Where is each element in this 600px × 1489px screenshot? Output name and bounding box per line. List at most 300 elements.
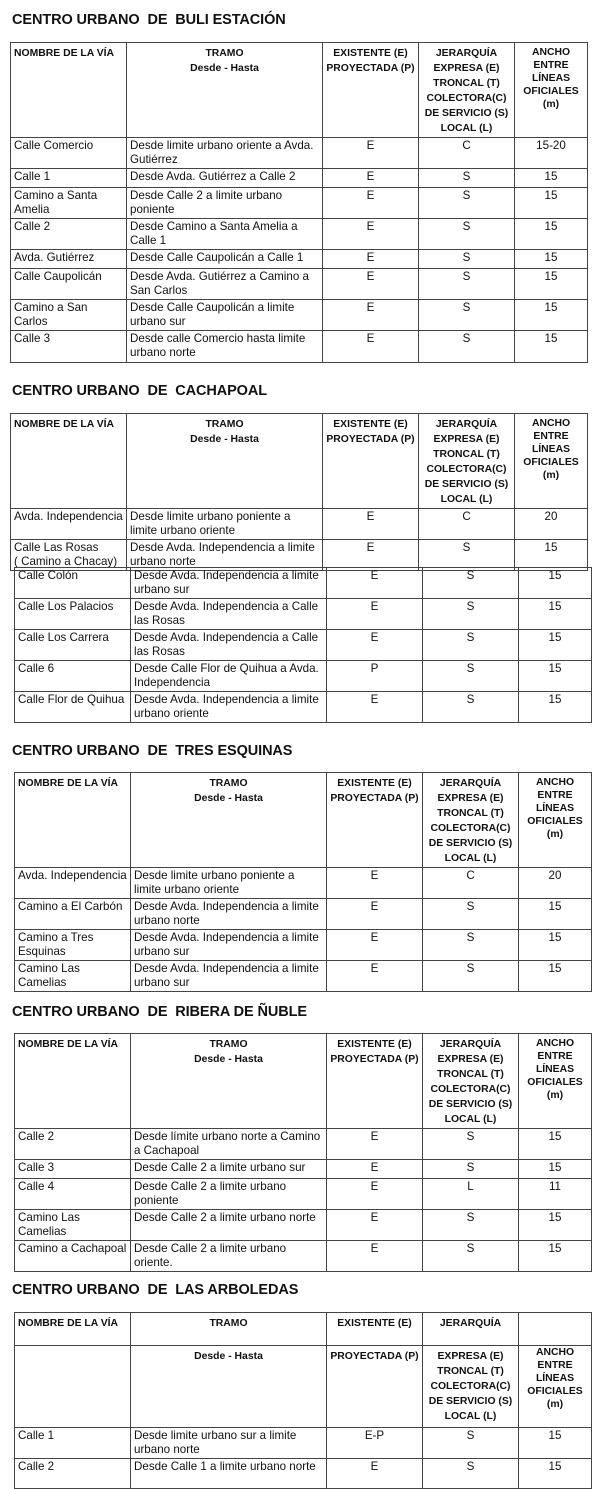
via-name-cell bbox=[11, 250, 127, 269]
table-row bbox=[15, 868, 592, 899]
jerarquia-cell bbox=[419, 269, 515, 300]
via-name-text: Camino a El Carbón bbox=[18, 900, 123, 913]
existente-proyectada-text: E bbox=[370, 1180, 379, 1193]
jerarquia-cell bbox=[423, 868, 519, 899]
existente-proyectada-cell bbox=[327, 899, 423, 930]
via-name-text: Calle Flor de Quihua bbox=[18, 693, 125, 706]
tramo-text: Desde Avda. Independencia a Calle las Rosas bbox=[134, 631, 319, 658]
ancho-cell bbox=[515, 331, 588, 363]
tramo-text: Desde Avda. Independencia a limite urbano sur bbox=[134, 931, 319, 958]
tramo-cell bbox=[127, 509, 323, 540]
tramo-cell bbox=[127, 331, 323, 363]
header-tramo-text: TRAMO bbox=[209, 778, 248, 789]
jerarquia-text: S bbox=[462, 251, 471, 264]
existente-proyectada-cell bbox=[327, 1129, 423, 1160]
via-name-cell bbox=[11, 269, 127, 300]
jerarquia-text: S bbox=[462, 270, 471, 283]
header-tramo bbox=[127, 414, 323, 509]
via-name-text: Camino a Tres Esquinas bbox=[18, 931, 94, 958]
ancho-cell bbox=[515, 219, 588, 250]
tramo-text: Desde Calle 2 a limite urbano oriente. bbox=[134, 1242, 287, 1269]
ancho-cell bbox=[515, 169, 588, 188]
tramo-text: Desde limite urbano oriente a Avda. Gutiérrez bbox=[130, 139, 314, 166]
header-ancho bbox=[519, 773, 592, 868]
jerarquia-cell bbox=[423, 630, 519, 661]
ancho-cell bbox=[515, 138, 588, 169]
existente-proyectada-cell bbox=[323, 169, 419, 188]
header-row bbox=[11, 43, 588, 138]
existente-proyectada-text: E bbox=[370, 1130, 379, 1143]
header-tramo-text: Desde - Hasta bbox=[194, 1054, 263, 1065]
via-name-cell bbox=[15, 1160, 131, 1179]
jerarquia-text: S bbox=[462, 301, 471, 314]
tramo-text: Desde Avda. Independencia a Calle las Rosas bbox=[134, 600, 319, 627]
via-name-cell bbox=[15, 1179, 131, 1210]
existente-proyectada-text: E bbox=[370, 1161, 379, 1174]
existente-proyectada-cell bbox=[323, 219, 419, 250]
via-name-text: Camino a Santa Amelia bbox=[14, 189, 98, 216]
table-row bbox=[15, 1129, 592, 1160]
jerarquia-text: S bbox=[462, 541, 471, 554]
via-name-text: Calle 6 bbox=[18, 662, 55, 675]
ancho-text: 15 bbox=[548, 1460, 562, 1473]
tramo-text: Desde Avda. Independencia a limite urbano norte bbox=[134, 900, 319, 927]
existente-proyectada-text: E bbox=[370, 600, 379, 613]
header-tramo-text: Desde - Hasta bbox=[190, 63, 259, 74]
via-name-text: Calle 3 bbox=[18, 1161, 55, 1174]
jerarquia-text: S bbox=[466, 693, 475, 706]
ancho-cell bbox=[515, 250, 588, 269]
via-name-text: Camino a Cachapoal bbox=[18, 1242, 127, 1255]
existente-proyectada-cell bbox=[327, 568, 423, 599]
header-tramo bbox=[131, 1313, 327, 1346]
tramo-cell bbox=[131, 692, 327, 723]
existente-proyectada-text: P bbox=[370, 662, 379, 675]
via-name-cell bbox=[15, 1129, 131, 1160]
existente-proyectada-cell bbox=[327, 1241, 423, 1272]
via-name-text: Calle 2 bbox=[14, 220, 51, 233]
ancho-text: 15 bbox=[548, 1130, 562, 1143]
header-jerarquia-text: JERARQUÍA bbox=[439, 1318, 502, 1329]
header-jerarquia-text: EXPRESA (E) TRONCAL (T) COLECTORA(C) DE SERVICIO (S) LOCAL (L) bbox=[428, 1054, 513, 1125]
via-name-cell bbox=[15, 1459, 131, 1489]
via-name-text: Calle 2 bbox=[18, 1130, 55, 1143]
header-jerarquia bbox=[423, 1034, 519, 1129]
existente-proyectada-cell bbox=[327, 599, 423, 630]
header-nombre-text: NOMBRE DE LA VÍA bbox=[18, 1039, 119, 1050]
header-ancho-text: ANCHO ENTRE LÍNEAS OFICIALES bbox=[523, 47, 579, 97]
header-ancho-text: ANCHO ENTRE LÍNEAS OFICIALES bbox=[523, 418, 579, 468]
ancho-cell bbox=[515, 509, 588, 540]
header-existente-text: EXISTENTE (E) bbox=[337, 1318, 412, 1329]
header-ancho-text: (m) bbox=[546, 1090, 564, 1101]
via-name-text: Camino a San Carlos bbox=[14, 301, 88, 328]
existente-proyectada-cell bbox=[327, 1179, 423, 1210]
existente-proyectada-text: E bbox=[370, 962, 379, 975]
tramo-text: Desde limite urbano poniente a limite urbano oriente bbox=[130, 510, 291, 537]
existente-proyectada-cell bbox=[327, 1210, 423, 1241]
existente-proyectada-cell bbox=[327, 1160, 423, 1179]
via-name-text: Calle Los Carrera bbox=[18, 631, 109, 644]
header-existente-text: EXISTENTE (E) bbox=[333, 419, 408, 430]
table-row bbox=[11, 540, 588, 571]
jerarquia-cell bbox=[423, 1179, 519, 1210]
jerarquia-cell bbox=[423, 1459, 519, 1489]
tramo-text: Desde Calle 2 a limite urbano norte bbox=[134, 1211, 316, 1224]
existente-proyectada-text: E-P bbox=[364, 1429, 385, 1442]
tramo-text: Desde Avda. Gutiérrez a Camino a San Carlos bbox=[130, 270, 309, 297]
jerarquia-text: C bbox=[462, 510, 471, 523]
via-name-text: Calle 2 bbox=[18, 1460, 55, 1473]
existente-proyectada-text: E bbox=[370, 1242, 379, 1255]
header-jerarquia bbox=[419, 414, 515, 509]
header-ancho bbox=[519, 1034, 592, 1129]
ancho-cell bbox=[519, 568, 592, 599]
existente-proyectada-text: E bbox=[370, 1211, 379, 1224]
via-name-text: Calle 1 bbox=[18, 1429, 55, 1442]
existente-proyectada-cell bbox=[323, 250, 419, 269]
header-ancho bbox=[515, 414, 588, 509]
header-existente-text: PROYECTADA (P) bbox=[330, 793, 419, 804]
tramo-text: Desde Calle 1 a limite urbano norte bbox=[134, 1460, 316, 1473]
jerarquia-text: S bbox=[462, 332, 471, 345]
via-name-cell bbox=[15, 692, 131, 723]
existente-proyectada-cell bbox=[323, 509, 419, 540]
via-name-cell bbox=[15, 661, 131, 692]
via-name-text: Camino Las Camelias bbox=[18, 962, 80, 989]
tramo-cell bbox=[127, 300, 323, 331]
tramo-cell bbox=[131, 630, 327, 661]
via-name-cell bbox=[15, 1428, 131, 1459]
tramo-text: Desde Avda. Independencia a limite urbano sur bbox=[134, 569, 319, 596]
roads-table bbox=[14, 772, 592, 992]
section-title: CENTRO URBANO DE CACHAPOAL bbox=[12, 383, 267, 399]
header-jerarquia bbox=[423, 1313, 519, 1346]
jerarquia-text: S bbox=[462, 170, 471, 183]
existente-proyectada-cell bbox=[323, 300, 419, 331]
header-ancho-sub-text: (m) bbox=[546, 1399, 564, 1410]
header-ancho bbox=[515, 43, 588, 138]
tramo-cell bbox=[131, 568, 327, 599]
header-ancho-text: (m) bbox=[542, 99, 560, 110]
jerarquia-text: S bbox=[466, 1460, 475, 1473]
jerarquia-cell bbox=[423, 1241, 519, 1272]
tramo-text: Desde Calle Caupolicán a limite urbano sur bbox=[130, 301, 295, 328]
ancho-text: 15 bbox=[544, 270, 558, 283]
header-row bbox=[15, 1034, 592, 1129]
tramo-cell bbox=[131, 1210, 327, 1241]
jerarquia-cell bbox=[419, 331, 515, 363]
via-name-cell bbox=[15, 599, 131, 630]
via-name-cell bbox=[15, 1241, 131, 1272]
header-jerarquia bbox=[419, 43, 515, 138]
jerarquia-text: S bbox=[466, 1211, 475, 1224]
via-name-cell bbox=[11, 188, 127, 219]
existente-proyectada-text: E bbox=[370, 869, 379, 882]
header-jerarquia-text: JERARQUÍA bbox=[435, 48, 498, 59]
ancho-text: 15 bbox=[548, 1242, 562, 1255]
ancho-cell bbox=[519, 930, 592, 961]
tramo-text: Desde calle Comercio hasta limite urbano norte bbox=[130, 332, 306, 359]
header-jerarquia-text: JERARQUÍA bbox=[439, 1039, 502, 1050]
ancho-text: 15 bbox=[548, 1211, 562, 1224]
table-row bbox=[15, 1428, 592, 1459]
tramo-cell bbox=[127, 250, 323, 269]
ancho-text: 15 bbox=[548, 600, 562, 613]
ancho-text: 15 bbox=[548, 1429, 562, 1442]
existente-proyectada-text: E bbox=[370, 631, 379, 644]
ancho-cell bbox=[515, 188, 588, 219]
header-existente-text: PROYECTADA (P) bbox=[326, 434, 415, 445]
tramo-text: Desde Calle 2 a limite urbano sur bbox=[134, 1161, 306, 1174]
via-name-text: Avda. Independencia bbox=[14, 510, 123, 523]
tramo-cell bbox=[131, 961, 327, 992]
header-nombre-text: NOMBRE DE LA VÍA bbox=[14, 48, 115, 59]
jerarquia-text: S bbox=[466, 1242, 475, 1255]
jerarquia-cell bbox=[419, 138, 515, 169]
tramo-text: Desde Calle Flor de Quihua a Avda. Independencia bbox=[134, 662, 319, 689]
ancho-cell bbox=[519, 1210, 592, 1241]
via-name-cell bbox=[11, 509, 127, 540]
header-tramo-sub-text: Desde - Hasta bbox=[194, 1351, 263, 1362]
roads-table-continued bbox=[14, 567, 592, 723]
ancho-text: 15 bbox=[548, 962, 562, 975]
existente-proyectada-cell bbox=[327, 1459, 423, 1489]
via-name-text: Calle Caupolicán bbox=[14, 270, 102, 283]
ancho-cell bbox=[519, 599, 592, 630]
existente-proyectada-text: E bbox=[370, 693, 379, 706]
existente-proyectada-cell bbox=[323, 138, 419, 169]
existente-proyectada-cell bbox=[323, 331, 419, 363]
jerarquia-cell bbox=[423, 692, 519, 723]
table-row bbox=[11, 331, 588, 363]
existente-proyectada-text: E bbox=[366, 270, 375, 283]
header-existente bbox=[327, 1034, 423, 1129]
header-existente-text: EXISTENTE (E) bbox=[337, 1039, 412, 1050]
header-row bbox=[11, 414, 588, 509]
via-name-cell bbox=[15, 1210, 131, 1241]
via-name-cell bbox=[15, 899, 131, 930]
ancho-cell bbox=[519, 661, 592, 692]
jerarquia-text: S bbox=[466, 900, 475, 913]
section-title: CENTRO URBANO DE RIBERA DE ÑUBLE bbox=[12, 1004, 307, 1020]
header-ancho bbox=[519, 1313, 592, 1346]
jerarquia-text: C bbox=[466, 869, 475, 882]
ancho-cell bbox=[519, 1241, 592, 1272]
jerarquia-cell bbox=[419, 509, 515, 540]
header-tramo-text: TRAMO bbox=[209, 1039, 248, 1050]
via-name-text: Calle 1 bbox=[14, 170, 51, 183]
ancho-cell bbox=[519, 692, 592, 723]
jerarquia-text: S bbox=[466, 600, 475, 613]
roads-table bbox=[14, 1033, 592, 1272]
jerarquia-text: C bbox=[462, 139, 471, 152]
table-row bbox=[15, 1160, 592, 1179]
via-name-cell bbox=[15, 568, 131, 599]
tramo-text: Desde limite urbano poniente a limite urbano oriente bbox=[134, 869, 295, 896]
ancho-text: 15 bbox=[544, 189, 558, 202]
section-title: CENTRO URBANO DE TRES ESQUINAS bbox=[12, 743, 293, 759]
table-row bbox=[15, 1241, 592, 1272]
jerarquia-text: L bbox=[467, 1180, 474, 1193]
ancho-text: 15 bbox=[548, 900, 562, 913]
table-row bbox=[15, 1210, 592, 1241]
jerarquia-text: S bbox=[466, 1429, 475, 1442]
ancho-text: 15 bbox=[544, 541, 558, 554]
header-tramo-sub bbox=[131, 1346, 327, 1428]
header-tramo bbox=[131, 773, 327, 868]
jerarquia-cell bbox=[419, 219, 515, 250]
existente-proyectada-cell bbox=[323, 188, 419, 219]
jerarquia-cell bbox=[423, 1160, 519, 1179]
ancho-cell bbox=[515, 300, 588, 331]
existente-proyectada-text: E bbox=[366, 170, 375, 183]
header-nombre bbox=[15, 773, 131, 868]
table-row bbox=[11, 509, 588, 540]
tramo-cell bbox=[131, 1129, 327, 1160]
header-tramo-text: Desde - Hasta bbox=[190, 434, 259, 445]
existente-proyectada-cell bbox=[327, 661, 423, 692]
existente-proyectada-cell bbox=[327, 930, 423, 961]
ancho-text: 15 bbox=[544, 332, 558, 345]
tramo-cell bbox=[127, 169, 323, 188]
header-ancho-sub-text: ANCHO ENTRE LÍNEAS OFICIALES bbox=[527, 1347, 583, 1397]
via-name-cell bbox=[11, 540, 127, 571]
jerarquia-cell bbox=[423, 930, 519, 961]
existente-proyectada-text: E bbox=[370, 931, 379, 944]
header-existente bbox=[323, 43, 419, 138]
table-row bbox=[11, 300, 588, 331]
header-row bbox=[15, 773, 592, 868]
table-row bbox=[15, 661, 592, 692]
via-name-cell bbox=[15, 930, 131, 961]
ancho-text: 15 bbox=[548, 631, 562, 644]
tramo-cell bbox=[131, 1459, 327, 1489]
table-row bbox=[15, 1459, 592, 1489]
header-jerarquia-sub-text: EXPRESA (E) TRONCAL (T) COLECTORA(C) DE SERVICIO (S) LOCAL (L) bbox=[428, 1351, 513, 1422]
table-row bbox=[15, 899, 592, 930]
section-title: CENTRO URBANO DE LAS ARBOLEDAS bbox=[12, 1282, 299, 1298]
header-nombre bbox=[11, 43, 127, 138]
table-row bbox=[15, 568, 592, 599]
ancho-cell bbox=[519, 961, 592, 992]
tramo-cell bbox=[131, 930, 327, 961]
tramo-text: Desde Calle 2 a limite urbano poniente bbox=[134, 1180, 287, 1207]
tramo-cell bbox=[127, 540, 323, 571]
ancho-cell bbox=[519, 630, 592, 661]
ancho-cell bbox=[519, 1428, 592, 1459]
ancho-text: 20 bbox=[544, 510, 558, 523]
table-row bbox=[11, 169, 588, 188]
existente-proyectada-cell bbox=[323, 540, 419, 571]
via-name-text: Calle 3 bbox=[14, 332, 51, 345]
ancho-cell bbox=[515, 540, 588, 571]
jerarquia-text: S bbox=[466, 631, 475, 644]
tramo-cell bbox=[127, 188, 323, 219]
via-name-cell bbox=[15, 630, 131, 661]
roads-table bbox=[10, 42, 588, 363]
table-row bbox=[15, 961, 592, 992]
table-row bbox=[15, 1179, 592, 1210]
ancho-cell bbox=[519, 1459, 592, 1489]
header-nombre bbox=[15, 1313, 131, 1346]
header-tramo-text: TRAMO bbox=[209, 1318, 248, 1329]
via-name-text: Calle Comercio bbox=[14, 139, 94, 152]
via-name-text: Avda. Gutiérrez bbox=[14, 251, 95, 264]
jerarquia-cell bbox=[423, 1428, 519, 1459]
tramo-text: Desde Avda. Gutiérrez a Calle 2 bbox=[130, 170, 296, 183]
tramo-cell bbox=[131, 599, 327, 630]
existente-proyectada-text: E bbox=[366, 189, 375, 202]
via-name-text: Calle Los Palacios bbox=[18, 600, 114, 613]
via-name-cell bbox=[11, 300, 127, 331]
ancho-cell bbox=[519, 899, 592, 930]
ancho-cell bbox=[519, 868, 592, 899]
jerarquia-text: S bbox=[462, 220, 471, 233]
jerarquia-cell bbox=[419, 250, 515, 269]
tramo-text: Desde Calle 2 a limite urbano poniente bbox=[130, 189, 283, 216]
existente-proyectada-text: E bbox=[370, 1460, 379, 1473]
jerarquia-cell bbox=[423, 899, 519, 930]
table-row bbox=[11, 269, 588, 300]
header-jerarquia bbox=[423, 773, 519, 868]
header-jerarquia-text: EXPRESA (E) TRONCAL (T) COLECTORA(C) DE SERVICIO (S) LOCAL (L) bbox=[424, 63, 509, 134]
tramo-cell bbox=[131, 1179, 327, 1210]
existente-proyectada-cell bbox=[323, 269, 419, 300]
header-nombre bbox=[15, 1034, 131, 1129]
header-nombre-text: NOMBRE DE LA VÍA bbox=[18, 778, 119, 789]
header-ancho-text: ANCHO ENTRE LÍNEAS OFICIALES bbox=[527, 777, 583, 827]
jerarquia-cell bbox=[419, 188, 515, 219]
jerarquia-cell bbox=[419, 300, 515, 331]
jerarquia-text: S bbox=[462, 189, 471, 202]
tramo-cell bbox=[131, 1428, 327, 1459]
header-existente bbox=[327, 773, 423, 868]
header-ancho-text: (m) bbox=[546, 829, 564, 840]
header-nombre-text: NOMBRE DE LA VÍA bbox=[14, 419, 115, 430]
existente-proyectada-text: E bbox=[366, 541, 375, 554]
tramo-text: Desde Camino a Santa Amelia a Calle 1 bbox=[130, 220, 298, 247]
tramo-cell bbox=[131, 1160, 327, 1179]
via-name-cell bbox=[11, 138, 127, 169]
ancho-text: 15-20 bbox=[536, 139, 566, 152]
ancho-text: 15 bbox=[548, 1161, 562, 1174]
header-jerarquia-sub bbox=[423, 1346, 519, 1428]
ancho-text: 15 bbox=[544, 251, 558, 264]
header-existente bbox=[327, 1313, 423, 1346]
table-row bbox=[11, 219, 588, 250]
header-nombre-blank bbox=[15, 1346, 131, 1428]
header-existente bbox=[323, 414, 419, 509]
header-tramo bbox=[127, 43, 323, 138]
tramo-text: Desde Avda. Independencia a limite urbano oriente bbox=[134, 693, 319, 720]
ancho-text: 15 bbox=[544, 301, 558, 314]
ancho-text: 20 bbox=[548, 869, 562, 882]
roads-table bbox=[10, 413, 588, 571]
ancho-cell bbox=[515, 269, 588, 300]
header-tramo-text: TRAMO bbox=[205, 419, 244, 430]
table-row bbox=[15, 692, 592, 723]
existente-proyectada-text: E bbox=[366, 251, 375, 264]
via-name-text: Calle Colón bbox=[18, 569, 78, 582]
tramo-text: Desde Calle Caupolicán a Calle 1 bbox=[130, 251, 304, 264]
ancho-text: 11 bbox=[548, 1180, 562, 1193]
existente-proyectada-cell bbox=[327, 630, 423, 661]
header-jerarquia-text: JERARQUÍA bbox=[439, 778, 502, 789]
table-row bbox=[15, 599, 592, 630]
header-nombre bbox=[11, 414, 127, 509]
existente-proyectada-text: E bbox=[366, 220, 375, 233]
